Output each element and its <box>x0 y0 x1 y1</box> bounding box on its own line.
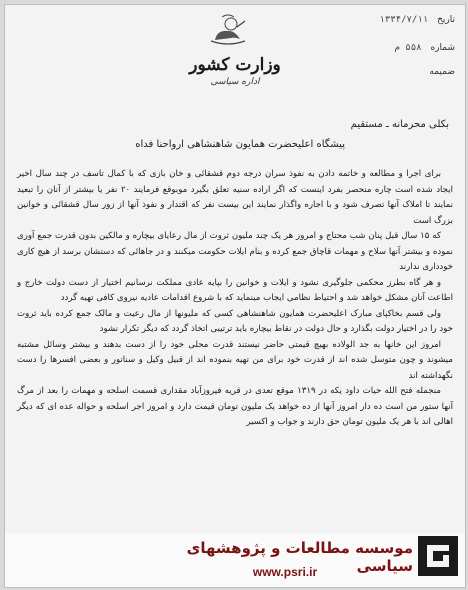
body-paragraph: و هر گاه بطرز محکمی جلوگیری نشود و ایلات و خوانین را بپایه عادی مملکت نرسانیم اختیار از دست دولت خارج و اطاعت آنان مشکل خواهد شد و احتیاط نظامی ایجاب مینماید که با شروع اقدامات عادیه نیروی کافی تهیه گردد <box>17 277 453 303</box>
ministry-subtitle: اداره سیاسی <box>210 77 260 87</box>
attachment-field <box>429 67 455 77</box>
institute-logo-icon <box>417 535 459 577</box>
body-paragraph: ولی قسم بخاکپای مبارک اعلیحضرت همایون شاهنشاهی کسی که ملیونها از مال رعیت و مالک جمع کرده باید ثروت خود را در اختیار دولت بگذارد و حال دولت در نقاط بیچاره باید ترتیبی اتخاذ گردد که دیگر تکرار نشود <box>17 308 453 334</box>
letter-body <box>17 167 453 431</box>
body-paragraph: که ۱۵ سال قبل پنان شب محتاج و امروز هر یک چند ملیون ثروت از مال رعایای بیچاره و مالکین بدون قدرت جمع آوری نموده و بیشتر آنها سلاح و مهمات قاچاق جمع کرده و بنام ایلات حکومت میکنند و در جاهائی که دستشان برسد از هیچ کاری خودداری ندارند <box>17 231 453 272</box>
letter-page <box>4 4 466 588</box>
number-value: ۵۵۸ م <box>394 43 422 53</box>
classification-line: بکلی محرمانه ـ مستقیم <box>350 119 449 130</box>
attachment-label: ضمیمه <box>429 67 455 77</box>
institute-url: www.psri.ir <box>252 565 318 579</box>
number-field <box>394 43 455 53</box>
date-value: ۱۳۳۴/۷/۱۱ <box>379 15 429 25</box>
lion-and-sun-emblem-icon <box>207 13 249 47</box>
ministry-title: وزارت کشور <box>189 55 281 75</box>
date-label: تاریخ <box>437 15 455 25</box>
body-paragraph: برای اجرا و مطالعه و خاتمه دادن به نفوذ سران درجه دوم قشقائی و خان بازی که با کمال تاسف در چند سال اخیر ایجاد شده است چاره منحصر بفرد اینست که اگر اراده سنیه تعلق بگیرد موبوقع فرمایند ۲۰ نفر یا بیشتر از آنان را تبعید نمایند تا املاک آنها تصرف شود و با اجاره واگذار نمایند این بیست نفر که اقتدار و نفوذ آنها از زور سال قشقائی و خوانین بزرگ است <box>17 169 453 226</box>
number-label: شماره <box>430 43 455 53</box>
body-paragraph: امروز این خانها به جد الولاده بهیچ قیمتی حاضر نیستند قدرت محلی خود را از دست بدهند و بیشتر وسائل مشتبه میشوند و چون متوسل شده اند از قدرت خود برای من تهیه بنموده اند از قبیل وکیل و سناتور و بعضی افسرها را دست نگهداشته اند <box>17 339 453 381</box>
body-paragraph: منجمله فتح الله حیات داود یکه در ۱۳۱۹ موقع تعدی در قریه فیروزآباد مقداری قسمت اسلحه و مهمات را بعد از مرگ آنها ستور من است ده دار امروز آنها از ده خواهد یک ملیون تومان قیمت دارد و امروز اجر اسلحه و حواله عده ای که دیگر اهالی اند با هر یک ملیون تومان حق دارند و جواب و اکسیر <box>17 386 453 427</box>
date-field <box>379 15 455 25</box>
salutation-line: پیشگاه اعلیحضرت همایون شاهنشاهی ارواحنا فداه <box>135 139 345 150</box>
institute-name: موسسه مطالعات و پژوهشهای سیاسی <box>186 539 413 575</box>
